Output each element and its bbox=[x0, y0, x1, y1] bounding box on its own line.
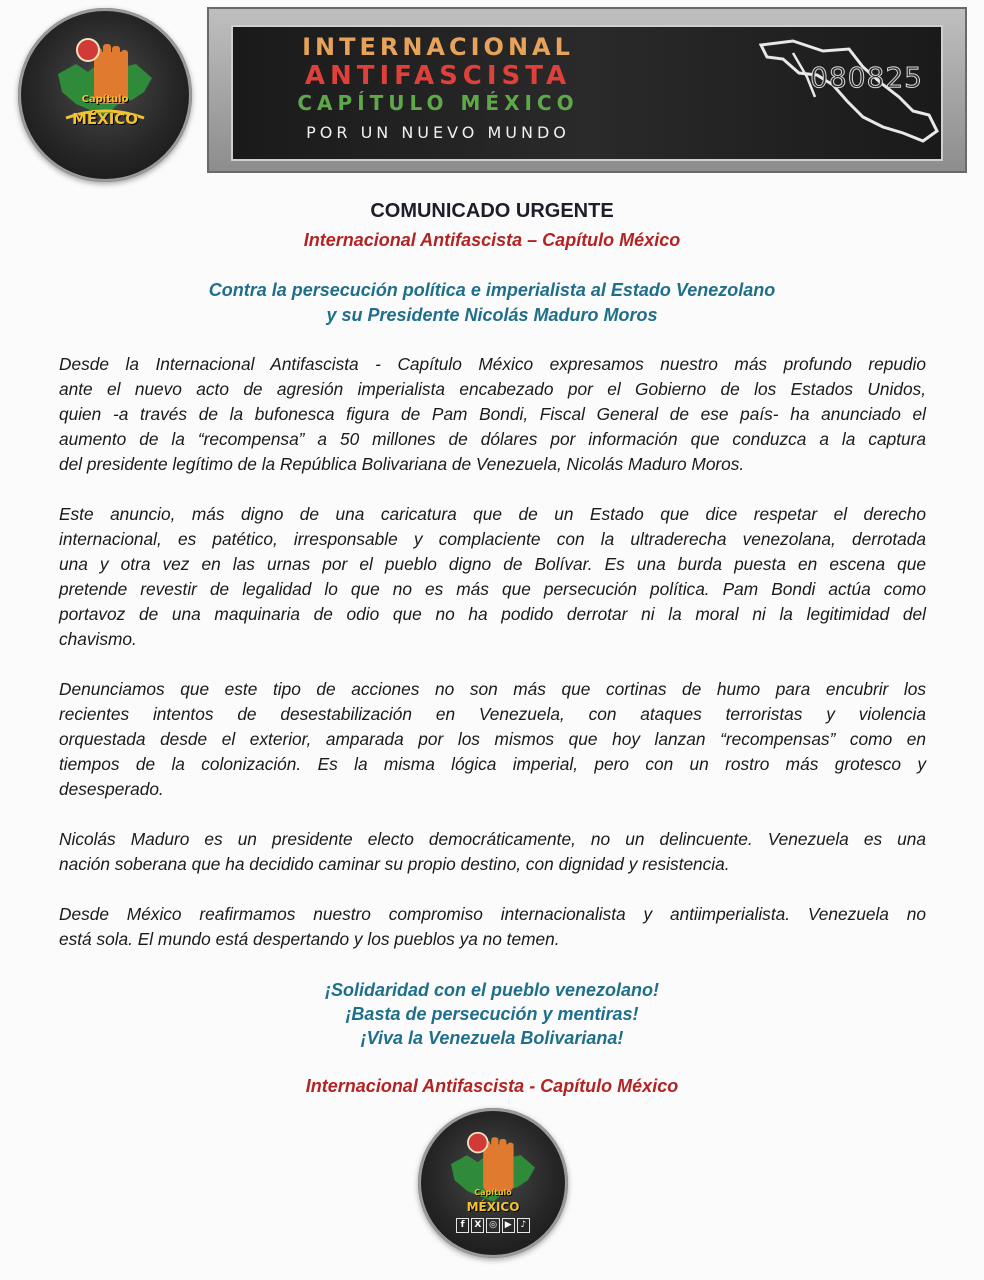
signature: Internacional Antifascista - Capítulo México bbox=[305, 1076, 679, 1096]
instagram-icon[interactable]: ◎ bbox=[486, 1218, 499, 1233]
paragraph-1 bbox=[59, 352, 926, 477]
facebook-icon[interactable]: f bbox=[456, 1218, 469, 1233]
banner-line-internacional: INTERNACIONAL bbox=[302, 33, 574, 61]
banner-line-slogan: POR UN NUEVO MUNDO bbox=[306, 123, 570, 142]
paragraph-5 bbox=[59, 902, 926, 952]
paragraph-line: tiempos de la colonización. Es la misma lógica imperial, pero con un rostro más grotesco y bbox=[59, 754, 926, 774]
footer-logo bbox=[418, 1108, 568, 1258]
slogan-3: ¡Viva la Venezuela Bolivariana! bbox=[360, 1028, 624, 1048]
heading-line-2: y su Presidente Nicolás Maduro Moros bbox=[326, 305, 658, 325]
paragraph-line: del presidente legítimo de la República Bolivariana de Venezuela, Nicolás Maduro Moros. bbox=[59, 454, 745, 474]
banner-line-capitulo: CAPÍTULO MÉXICO bbox=[297, 91, 579, 115]
paragraph-2 bbox=[59, 502, 926, 652]
paragraph-line: Denunciamos que este tipo de acciones no son más que cortinas de humo para encubrir los bbox=[59, 679, 926, 699]
logo-main-label: MÉXICO bbox=[71, 110, 139, 128]
paragraph-line: está sola. El mundo está despertando y los pueblos ya no temen. bbox=[59, 929, 560, 949]
banner-code: 080825 bbox=[810, 61, 923, 94]
paragraph-4 bbox=[59, 827, 926, 877]
paragraph-line: aumento de la “recompensa” a 50 millones de dólares por información que conduzca a la captura bbox=[59, 429, 926, 449]
paragraph-line: Este anuncio, más digno de una caricatura que de un Estado que dice respetar el derecho bbox=[59, 504, 926, 524]
logo-main-label: MÉXICO bbox=[466, 1200, 520, 1214]
document-title: COMUNICADO URGENTE bbox=[370, 200, 614, 222]
paragraph-line: nación soberana que ha decidido caminar su propio destino, con dignidad y resistencia. bbox=[59, 854, 730, 874]
paragraph-line: quien -a través de la bufonesca figura de Pam Bondi, Fiscal General de ese país- ha anunciado el bbox=[59, 404, 926, 424]
paragraph-line: desesperado. bbox=[59, 779, 164, 799]
header-banner bbox=[207, 7, 967, 173]
youtube-icon[interactable]: ▶ bbox=[502, 1218, 515, 1233]
heading-line-1: Contra la persecución política e imperialista al Estado Venezolano bbox=[208, 280, 776, 300]
paragraph-line: chavismo. bbox=[59, 629, 137, 649]
logo-small-label: Capítulo bbox=[81, 94, 129, 105]
paragraph-line: Desde México reafirmamos nuestro compromiso internacionalista y antiimperialista. Venezuela no bbox=[59, 904, 926, 924]
x-icon[interactable]: X bbox=[471, 1218, 484, 1233]
paragraph-line: pretende revestir de legalidad lo que no es más que persecución política. Pam Bondi actúa como bbox=[59, 579, 926, 599]
paragraph-line: una y otra vez en las urnas por el pueblo digno de Bolívar. Es una burda puesta en escena que bbox=[59, 554, 926, 574]
document-subtitle: Internacional Antifascista – Capítulo México bbox=[303, 230, 681, 250]
tiktok-icon[interactable]: ♪ bbox=[517, 1218, 530, 1233]
slogan-1: ¡Solidaridad con el pueblo venezolano! bbox=[324, 980, 660, 1000]
paragraph-line: Desde la Internacional Antifascista - Capítulo México expresamos nuestro más profundo repudio bbox=[59, 354, 926, 374]
slogan-2: ¡Basta de persecución y mentiras! bbox=[345, 1004, 639, 1024]
paragraph-line: orquestada desde el exterior, amparada por los mismos que hoy lanzan “recompensas” como en bbox=[59, 729, 926, 749]
paragraph-line: ante el nuevo acto de agresión imperialista encabezado por el Gobierno de los Estados Unidos, bbox=[59, 379, 926, 399]
banner-panel bbox=[231, 25, 943, 161]
paragraph-3 bbox=[59, 677, 926, 802]
paragraph-line: internacional, es patético, irresponsable y complaciente con la ultraderecha venezolana, derrotada bbox=[59, 529, 926, 549]
paragraph-line: portavoz de una maquinaria de odio que no ha podido derrotar ni la moral ni la legitimidad del bbox=[59, 604, 926, 624]
social-icons-row bbox=[456, 1218, 530, 1232]
paragraph-line: recientes intentos de desestabilización en Venezuela, con ataques terroristas y violencia bbox=[59, 704, 926, 724]
banner-line-antifascista: ANTIFASCISTA bbox=[304, 61, 572, 91]
paragraph-line: Nicolás Maduro es un presidente electo democráticamente, no un delincuente. Venezuela es una bbox=[59, 829, 926, 849]
logo-small-label: Capítulo bbox=[474, 1188, 512, 1197]
capitulo-mexico-logo bbox=[18, 8, 192, 182]
